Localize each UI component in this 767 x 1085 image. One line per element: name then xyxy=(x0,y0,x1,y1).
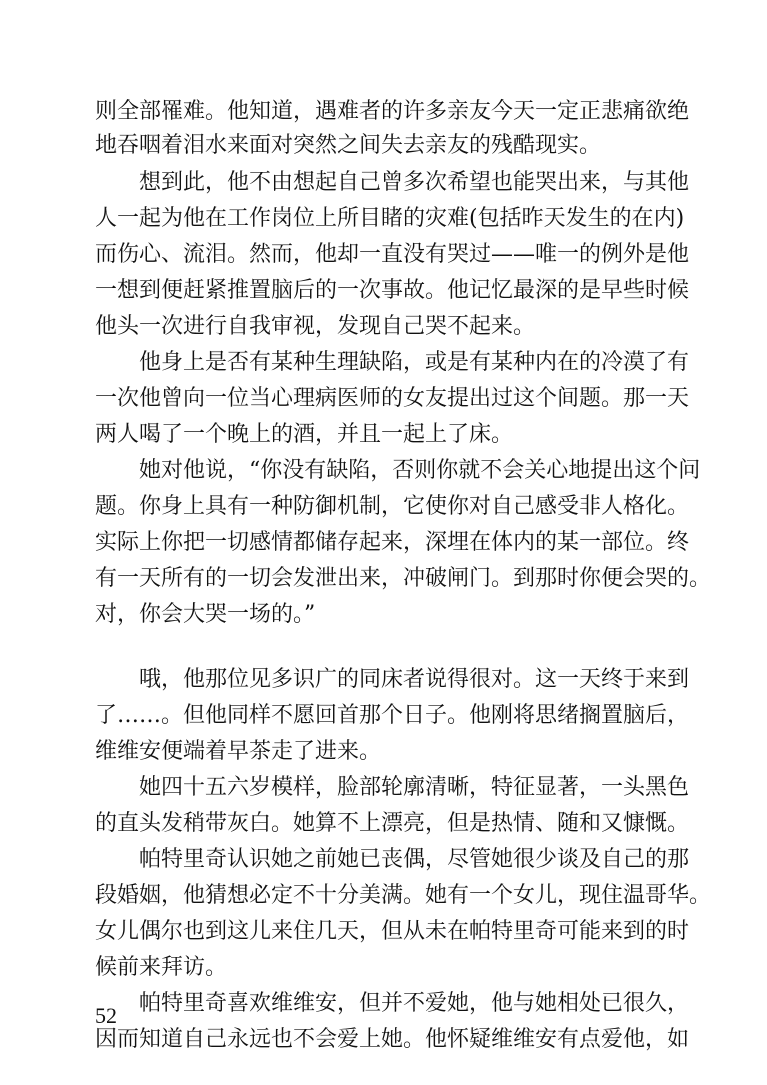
text-line: 维维安便端着早茶走了进来。 xyxy=(95,739,382,764)
text-line: 因而知道自己永远也不会爱上她。他怀疑维维安有点爱他，如 xyxy=(95,1027,690,1052)
text-line: 他头一次进行自我审视，发现自己哭不起来。 xyxy=(95,314,536,339)
text-line: 一次他曾向一位当心理病医师的女友提出过这个间题。那一天 xyxy=(95,386,690,411)
paragraph-start-line: 哦，他那位见多识广的同床者说得很对。这一天终于来到 xyxy=(139,667,690,692)
text-line: 候前来拜访。 xyxy=(95,955,228,980)
paragraph-start-line: 他身上是否有某种生理缺陷，或是有某种内在的冷漠了有 xyxy=(139,350,690,375)
text-line: 有一天所有的一切会发泄出来，冲破闸门。到那时你便会哭的。 xyxy=(95,566,712,591)
text-line: 女儿偶尔也到这儿来住几天，但从未在帕特里奇可能来到的时 xyxy=(95,919,690,944)
paragraph-start-line: 帕特里奇认识她之前她已丧偶，尽管她很少谈及自己的那 xyxy=(139,847,690,872)
page-number: 52 xyxy=(95,1003,117,1028)
text-line: 了……。但他同样不愿回首那个日子。他刚将思绪搁置脑后， xyxy=(95,703,690,728)
text-line: 段婚姻，他猜想必定不十分美满。她有一个女儿，现住温哥华。 xyxy=(95,883,712,908)
text-line: 实际上你把一切感情都储存起来，深埋在体内的某一部位。终 xyxy=(95,530,690,555)
text-line: 题。你身上具有一种防御机制，它使你对自己感受非人格化。 xyxy=(95,494,690,519)
text-line: 则全部罹难。他知道，遇难者的许多亲友今天一定正悲痛欲绝 xyxy=(95,99,690,124)
text-line: 而伤心、流泪。然而，他却一直没有哭过——唯一的例外是他 xyxy=(95,242,690,267)
text-line: 的直头发稍带灰白。她算不上漂亮，但是热情、随和又慷慨。 xyxy=(95,811,690,836)
text-line: 地吞咽着泪水来面对突然之间失去亲友的残酷现实。 xyxy=(95,133,602,158)
paragraph-start-line: 帕特里奇喜欢维维安，但并不爱她，他与她相处已很久， xyxy=(139,991,690,1016)
text-line: 两人喝了一个晚上的酒，并且一起上了床。 xyxy=(95,422,514,447)
text-line: 人一起为他在工作岗位上所目睹的灾难(包括昨天发生的在内) xyxy=(95,206,685,231)
text-line: 一想到便赶紧推置脑后的一次事故。他记忆最深的是早些时候 xyxy=(95,278,690,303)
text-line: 对，你会大哭一场的。” xyxy=(95,602,316,627)
paragraph-start-line: 她四十五六岁模样，脸部轮廓清晰，特征显著，一头黑色 xyxy=(139,775,690,800)
paragraph-start-line: 想到此，他不由想起自己曾多次希望也能哭出来，与其他 xyxy=(139,170,690,195)
paragraph-start-line: 她对他说，“你没有缺陷，否则你就不会关心地提出这个问 xyxy=(139,458,701,483)
